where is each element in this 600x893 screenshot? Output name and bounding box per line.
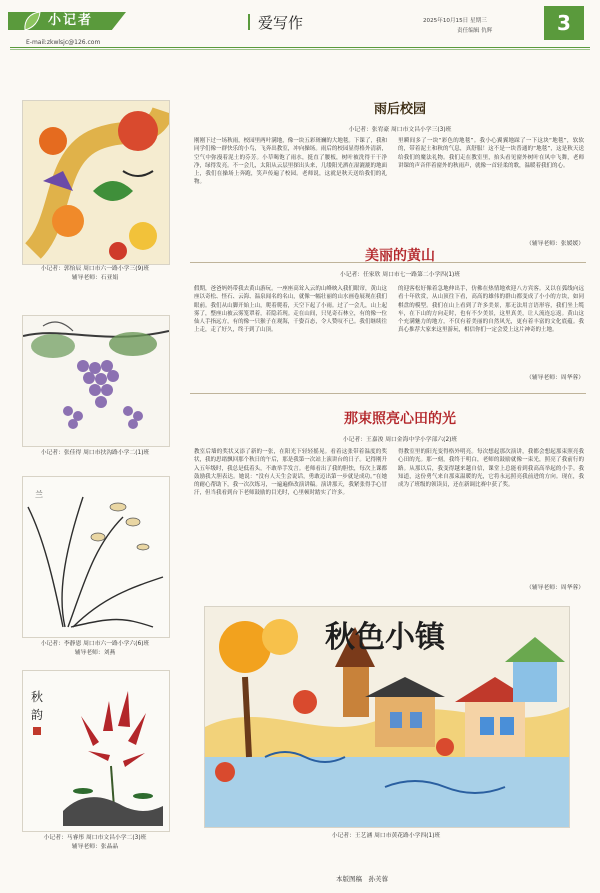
header-rule	[10, 47, 590, 48]
caption-2	[0, 449, 190, 458]
leaf-icon	[22, 10, 42, 32]
artwork-autumn-town	[204, 606, 570, 828]
header-rule-thin	[10, 49, 590, 50]
caption-4	[0, 834, 190, 852]
article-1-col2: 里瞬间多了一块“彩色的地毯”。我小心翼翼地踩了一下这块“地毯”，软软的，带着泥土和秋的气息，真舒服！这不是一块普通的“地毯”，这是秋天送给我们的魔法礼物。我们走在教室里，抬头看见窗外树叶在风中飞舞，老师讲课的声音伴着窗外的秋雨声，就像一首轻柔的歌，温暖着我们的心。	[398, 138, 584, 169]
caption-3	[0, 640, 190, 658]
article-2-byline: 小记者：任家欣 周口市七一路第二小学四(1)班	[339, 272, 461, 278]
artwork-title-text: 秋色小镇	[325, 620, 445, 655]
section-bar	[248, 14, 250, 30]
section-title: 爱写作	[258, 14, 304, 32]
article-2-title: 美丽的黄山	[365, 248, 435, 264]
article-3-byline: 小记者：王嘉浚 周口金海中学小学部六(2)班	[342, 437, 458, 443]
caption-1	[0, 265, 190, 283]
article-2-teacher: （辅导老师：周华蓉）	[526, 375, 584, 381]
article-3-teacher: （辅导老师：周华蓉）	[526, 585, 584, 591]
page-number: 3	[544, 6, 584, 40]
article-1-byline: 小记者：张宥豪 周口市文昌小学三(3)班	[348, 127, 452, 133]
svg-text:兰: 兰	[35, 490, 43, 499]
article-3-col2: 得教室里的阳光变得格外明亮。每次想起那次演讲，我都会想起那束照亮我心田的光。那一刻，我终于明白，老师的鼓励就像一束光，照亮了我前行的路。从那以后，我变得越来越自信，课堂上总能看到我高高举起的小手。我知道，这份勇气来自那束温暖的光，它将永远照亮我前进的方向。现在，我成为了班级的领读员，还在新调比赛中获了奖。	[398, 449, 584, 489]
editor-credit: 责任编辑 仇辉	[457, 28, 493, 34]
masthead-logo	[8, 6, 150, 36]
article-2-col1: 假期，爸爸妈妈带我去黄山游玩。一座座高耸入云的山峰映入我们眼帘，黄山这座以奇松、怪石、云海、温泉闻名的名山，就像一幅壮丽的山水画卷展现在我们眼前。我们从山脚开始上山，爬着爬着，天空下起了小雨。过了一会儿，山上起雾了，整座山被云雾笼罩着，若隐若现。走在山间，只见奇石林立，有的像一位仙人手指远方，有的像一只猴子在观海，千姿百态，令人赞叹不已。我们继续往上走，走了好久，终于到了山顶。	[194, 286, 387, 334]
article-1-title: 雨后校园	[373, 102, 426, 117]
artwork-dragon-autumn	[22, 100, 170, 265]
caption-3-teacher: 辅导老师：刘燕	[74, 650, 116, 656]
caption-4-author: 小记者：马睿彤 周口市文昌小学二(3)班	[43, 835, 147, 841]
article-3-title: 那束照亮心田的光	[344, 411, 456, 427]
caption-3-author: 小记者：李静恩 周口市六一路小学六(6)班	[40, 641, 150, 647]
email-address: E-mail:zkwlsjc@126.com	[26, 39, 101, 46]
artwork-orchid	[22, 476, 170, 638]
separator-2	[190, 393, 586, 394]
artwork-red-flowers	[22, 670, 170, 832]
issue-date: 2025年10月15日 星期三	[423, 18, 487, 24]
svg-text:韵: 韵	[31, 708, 44, 722]
main-picture-caption: 小记者：王艺涵 周口市黄花路小学四(1)班	[331, 833, 441, 839]
article-1-teacher: （辅导老师：张媛媛）	[526, 241, 584, 247]
article-1-col1: 刚刚下过一场秋雨，校园里两叶满地，像一块五彩斑斓的大地毯。下课了，我和同学们像一群快乐的小鸟，飞奔出教室，冲向操场。雨后的校园显得格外清新，空气中弥漫着泥土的芬芳。小草喝饱了雨水，挺直了腰板，树叶被洗得干干净净，绿得发亮。不一会儿，太阳从云层里探出头来，几缕阳光洒在湿漉漉的地面上，我们在操场上奔跑，笑声传遍了校园。老师说，这就是秋天送给我们的礼物。	[194, 138, 387, 186]
article-2-col2: 的迎客松好像着急地伸出手，仿佛在热情地欢迎八方宾客。又以在弧线向远看十年欣赏，从山顶往下看，高高的雄伟的群山都变成了小小的方块，如同棋盘的模型。我们在山上看到了许多美景，那无法用言语形容，我们坐上缆车，在下山的方向走时，也有不少美景，这里真美，让人流连忘返。黄山这个充满魅力的地方，不仅有着美丽的自然风光，更有着丰富的文化底蕴。我真心推荐大家来这里游玩，相信你们一定会爱上这片神奇的土地。	[398, 286, 584, 334]
caption-1-teacher: 辅导老师：石亚娟	[71, 275, 119, 281]
caption-1-author: 小记者：郭怡辰 周口市六一路小学三(9)班	[40, 266, 150, 272]
article-3-col1: 教室后墙的奖状又添了新的一张，在阳光下轻轻摇晃。看着这张带着温度的奖状，我的思绪飘回那个秋日的午后，那是我第一次站上演讲台的日子。记得刚升入五年级时，我总是低着头，不敢举手发言。老师看出了我的胆怯，每次上课都鼓励我大胆表达。她说：“没有人天生会说话，勇敢迈出第一步就是成功。”在她的耐心帮助下，我一次次练习，一遍遍修改演讲稿。演讲那天，我紧张得手心冒汗，但当我看到台下老师鼓励的目光时，心里顿时踏实了许多。	[194, 449, 387, 497]
caption-4-teacher: 辅导老师：张晶晶	[71, 844, 119, 850]
page-footer: 本版图稿 孙芙蓉	[336, 875, 388, 883]
brand-name: 小记者	[48, 13, 94, 28]
artwork-grapes	[22, 315, 170, 447]
caption-2-author: 小记者：张佳得 周口市扶沟路小学二(1)班	[40, 450, 150, 456]
svg-text:秋: 秋	[31, 690, 44, 704]
